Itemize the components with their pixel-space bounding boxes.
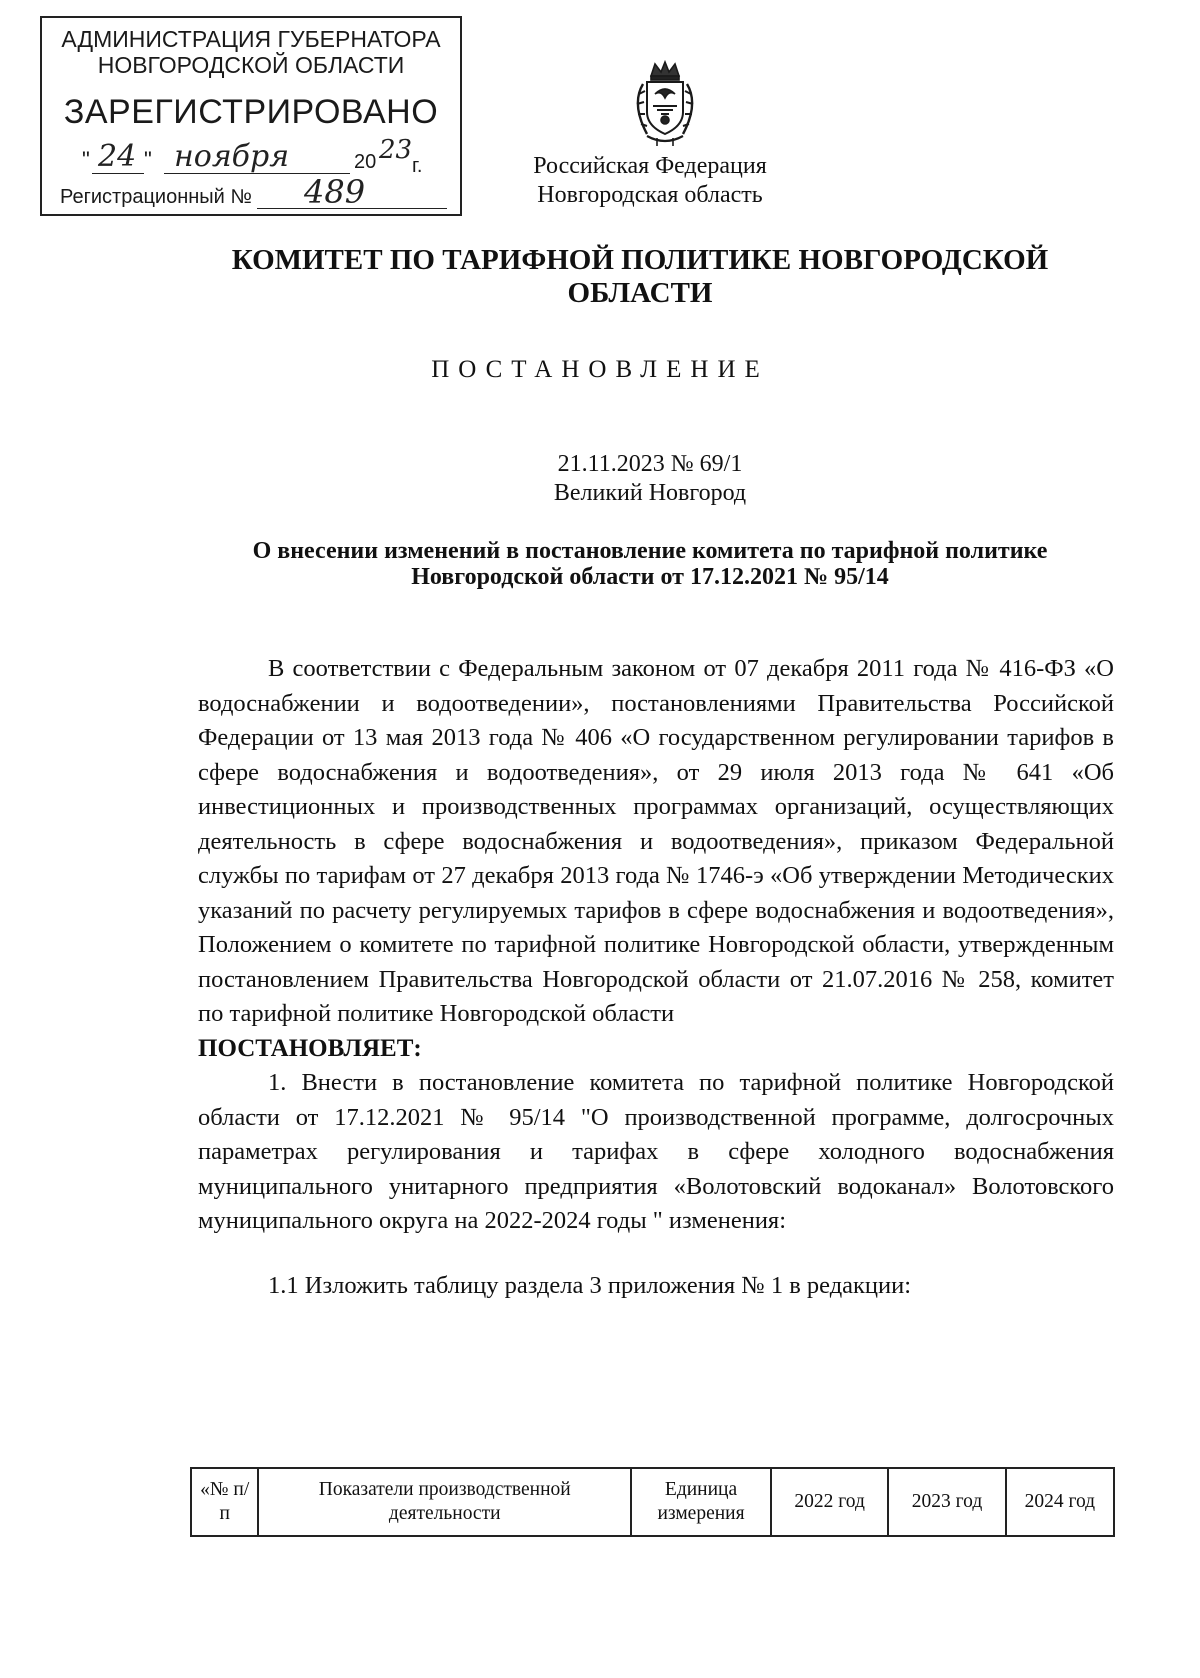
table-header-cell: «№ п/п xyxy=(191,1468,258,1536)
table-header-cell: Единица измерения xyxy=(631,1468,771,1536)
table-header-row xyxy=(191,1468,1114,1536)
table-header-cell: 2024 год xyxy=(1006,1468,1114,1536)
coat-of-arms-icon xyxy=(617,54,713,150)
header-country-block xyxy=(420,152,880,210)
table-header-cell: 2022 год xyxy=(771,1468,888,1536)
stamp-day: 24 xyxy=(98,139,137,174)
committee-title: КОМИТЕТ ПО ТАРИФНОЙ ПОЛИТИКЕ НОВГОРОДСКОЙ ОБЛАСТИ xyxy=(231,244,1049,309)
table-header-cell: Показатели производственной деятельности xyxy=(258,1468,631,1536)
stamp-registered-label: ЗАРЕГИСТРИРОВАНО xyxy=(63,93,439,131)
stamp-month: ноября xyxy=(174,139,290,174)
stamp-year-suffix: 23 xyxy=(379,135,413,165)
stamp-org-line1: АДМИНИСТРАЦИЯ ГУБЕРНАТОРА xyxy=(61,26,441,52)
item-1-paragraph: 1. Внести в постановление комитета по тарифной политике Новгородской области от 17.12.2021 № 95/14 "О производственной программе, долгосрочных параметрах регулирования и тарифах в сфере холодного водоснабжения муниципального унитарного предприятия «Волотовский водоканал» Волотовского муниципального округа на 2022-2024 годы " изменения: xyxy=(198,1069,1114,1234)
stamp-reg-number: 489 xyxy=(304,173,366,211)
stamp-date-line: " 24 " ноября 20 23 г. xyxy=(82,135,423,177)
production-indicators-table xyxy=(190,1467,1115,1537)
stamp-year-prefix: 20 xyxy=(354,151,377,173)
document-body xyxy=(198,652,1114,1303)
header-country: Российская Федерация xyxy=(533,153,767,179)
stamp-org-line2: НОВГОРОДСКОЙ ОБЛАСТИ xyxy=(97,52,405,78)
header-region: Новгородская область xyxy=(537,182,763,208)
registration-stamp xyxy=(40,16,462,216)
table-header-cell: 2023 год xyxy=(888,1468,1005,1536)
item-1-1-paragraph: 1.1 Изложить таблицу раздела 3 приложения № 1 в редакции: xyxy=(268,1271,912,1299)
stamp-reg-label: Регистрационный № xyxy=(60,186,252,208)
document-type: ПОСТАНОВЛЕНИЕ xyxy=(431,356,769,383)
stamp-year-unit: г. xyxy=(412,155,423,177)
document-subject: О внесении изменений в постановление комитета по тарифной политике Новгородской области от 17.12.2021 № 95/14 xyxy=(252,538,1048,590)
preamble-paragraph: В соответствии с Федеральным законом от 07 декабря 2011 года № 416-ФЗ «О водоснабжении и водоотведении», постановлениями Правительства Российской Федерации от 13 мая 2013 года № 406 «О государственном регулировании тарифов в сфере водоснабжения и водоотведения», от 29 июля 2013 года № 641 «Об инвестиционных и производственных программах организаций, осуществляющих деятельность в сфере водоснабжения и водоотведения», приказом Федеральной службы по тарифам от 27 декабря 2013 года № 1746-э «Об утверждении Методических указаний по расчету регулируемых тарифов в сфере водоснабжения и водоотведения», Положением о комитете по тарифной политике Новгородской области, утвержденным постановлением Правительства Новгородской области от 21.07.2016 № 258, комитет по тарифной политике Новгородской области xyxy=(198,655,1114,1027)
document-date-block xyxy=(420,450,880,508)
decree-heading: ПОСТАНОВЛЯЕТ: xyxy=(198,1034,422,1062)
document-date-number: 21.11.2023 № 69/1 xyxy=(557,451,743,477)
document-city: Великий Новгород xyxy=(553,480,747,506)
